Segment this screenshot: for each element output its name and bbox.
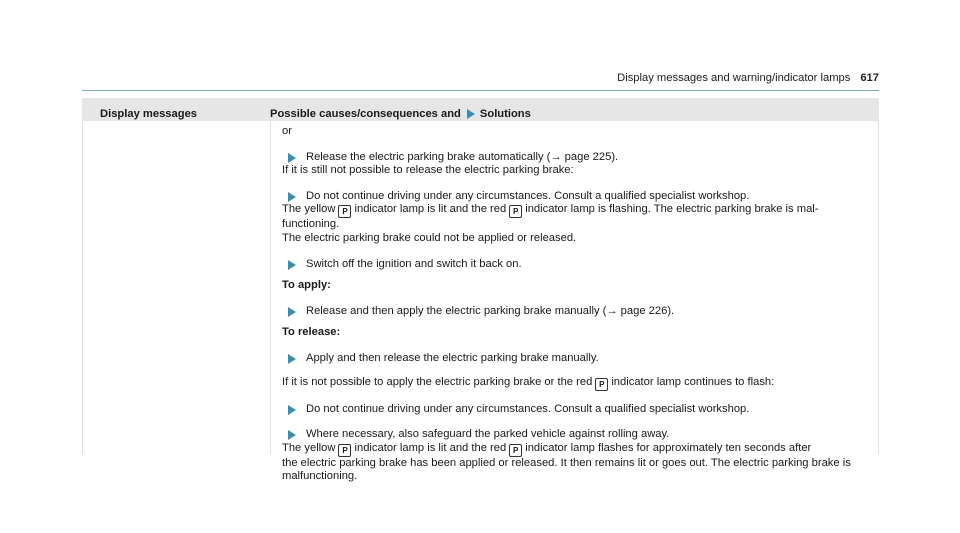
text-fragment: indicator lamp is flashing. The electric parking brake is mal- (525, 203, 819, 216)
body-text (282, 442, 872, 457)
parking-brake-lamp-icon: P (509, 444, 522, 457)
table-right-border (878, 121, 879, 454)
step-apply-manually (282, 305, 872, 319)
step-text: Do not continue driving under any circumstances. Consult a qualified specialist workshop. (306, 402, 750, 415)
column-header-causes-label: Possible causes/consequences and (270, 108, 461, 120)
to-release-label: To release: (282, 326, 341, 339)
step-text: Apply and then release the electric parking brake manually. (306, 351, 599, 364)
step-switch-ignition (282, 258, 872, 272)
column-header-causes-solutions (270, 108, 531, 120)
step-arrow-icon (288, 307, 296, 317)
step-release-automatic (282, 151, 872, 165)
parking-brake-lamp-icon: P (338, 444, 351, 457)
step-release-manually (282, 352, 872, 366)
step-arrow-icon (288, 354, 296, 364)
step-arrow-icon (288, 430, 296, 440)
or-text: or (282, 125, 292, 137)
step-text: Release and then apply the electric parking brake manually (→ page 226). (306, 304, 675, 317)
text-fragment: The yellow (282, 441, 336, 454)
step-text: Where necessary, also safeguard the parked vehicle against rolling away. (306, 428, 670, 441)
parking-brake-lamp-icon: P (595, 378, 608, 391)
text-fragment: indicator lamp is lit and the red (354, 441, 507, 454)
column-header-solutions-label: Solutions (479, 108, 531, 120)
column-divider (270, 121, 271, 454)
column-header-display-messages: Display messages (100, 108, 198, 120)
parking-brake-lamp-icon: P (509, 205, 522, 218)
table-header (82, 98, 879, 121)
step-text: Release the electric parking brake automatically (→ page 225). (306, 150, 619, 163)
parking-brake-lamp-icon: P (338, 205, 351, 218)
table-left-border (82, 121, 83, 454)
header-rule (82, 90, 879, 91)
text-fragment: If it is not possible to apply the electric parking brake or the red (282, 375, 593, 388)
step-arrow-icon (288, 153, 296, 163)
text-fragment: indicator lamp continues to flash: (611, 375, 775, 388)
step-consult-workshop (282, 190, 872, 204)
step-consult-workshop-2 (282, 403, 872, 417)
step-text: Do not continue driving under any circumstances. Consult a qualified specialist workshop. (306, 189, 750, 202)
body-text: functioning. (282, 218, 340, 231)
body-text: If it is still not possible to release the electric parking brake: (282, 164, 574, 177)
body-text: The electric parking brake could not be applied or released. (282, 231, 577, 244)
step-arrow-icon (288, 405, 296, 415)
page-header-title: Display messages and warning/indicator lamps (617, 72, 851, 84)
step-arrow-icon (288, 192, 296, 202)
body-text: malfunctioning. (282, 470, 358, 483)
solutions-content (282, 125, 872, 484)
to-apply-label: To apply: (282, 279, 331, 292)
page-number: 617 (860, 72, 879, 84)
body-text (282, 203, 872, 218)
text-fragment: indicator lamp flashes for approximately ten seconds after (525, 441, 812, 454)
step-safeguard-vehicle (282, 428, 872, 442)
step-text: Switch off the ignition and switch it back on. (306, 257, 522, 270)
body-text: the electric parking brake has been applied or released. It then remains lit or goes out. The electric parking brake is (282, 456, 851, 469)
body-text (282, 376, 872, 391)
text-fragment: The yellow (282, 203, 336, 216)
message-table (82, 98, 879, 483)
page-header (617, 72, 879, 84)
arrow-right-icon (467, 109, 475, 119)
step-arrow-icon (288, 260, 296, 270)
text-fragment: indicator lamp is lit and the red (354, 203, 507, 216)
